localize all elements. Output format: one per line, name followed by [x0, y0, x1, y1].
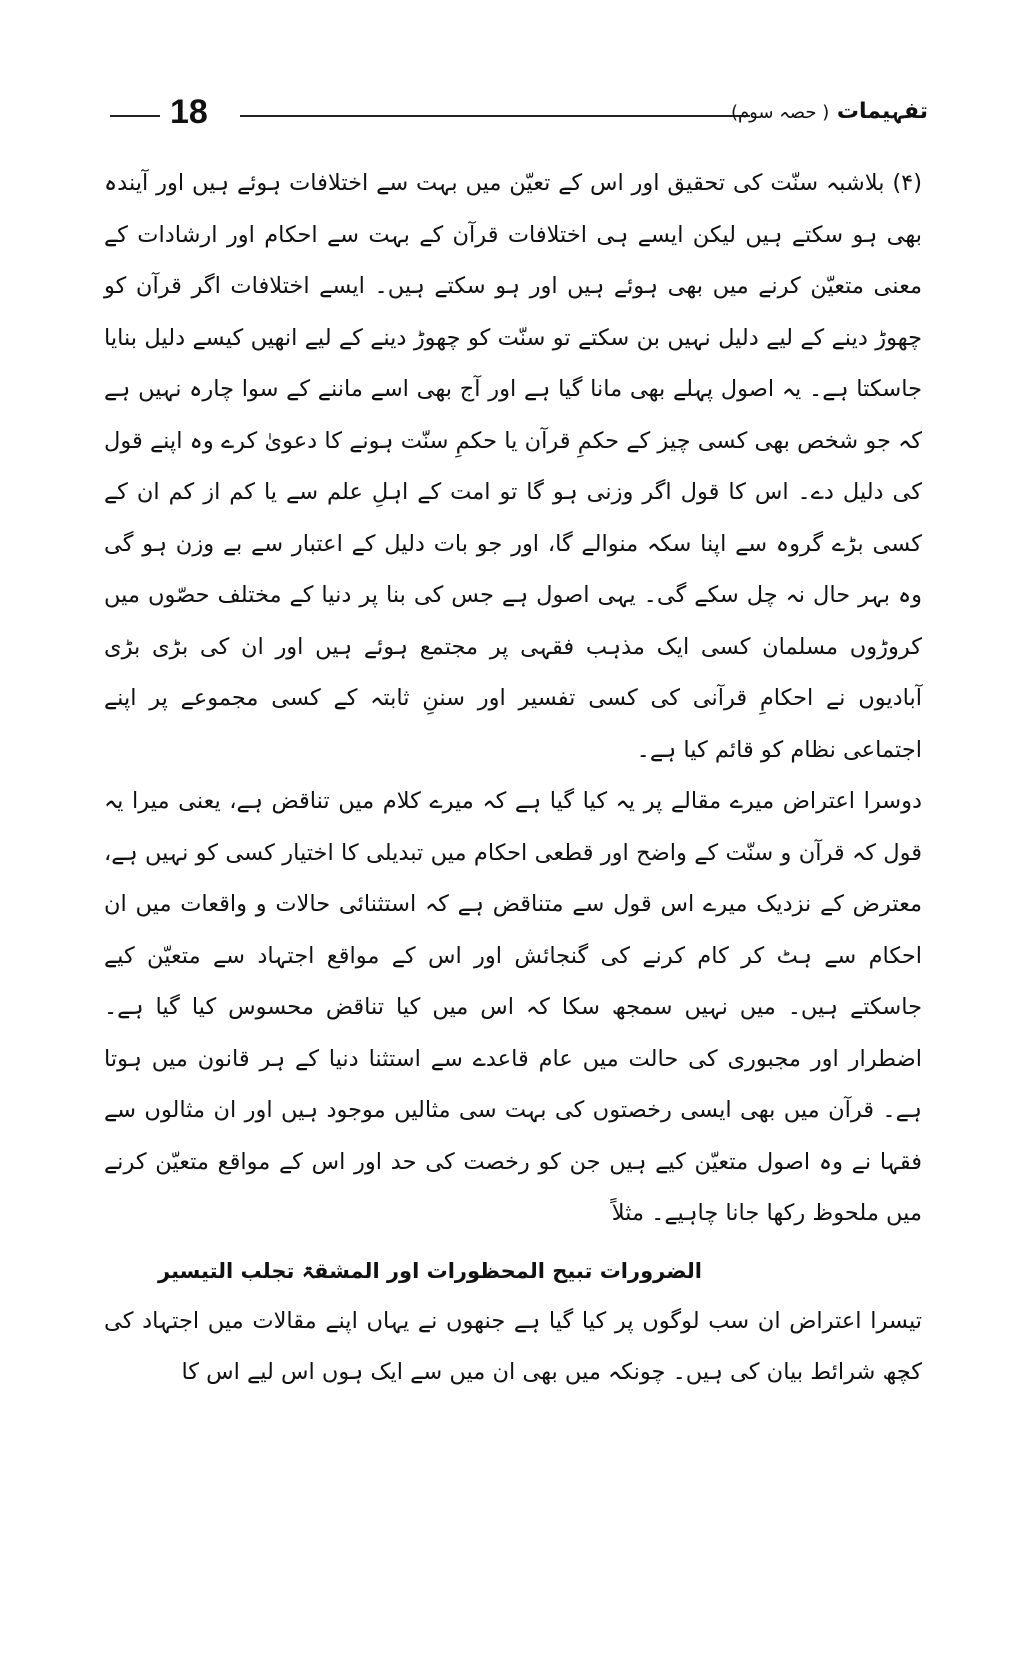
running-title-subtitle: ( حصہ سوم) [730, 102, 830, 123]
page-number: 18 [170, 93, 208, 131]
paragraph-1 [104, 158, 922, 776]
paragraph-1-text: بلاشبہ سنّت کی تحقیق اور اس کے تعیّن میں بہت سے اختلافات ہوئے ہیں اور آیندہ بھی ہو سکتے ہیں لیکن ایسے ہی اختلافات قرآن کے بہت سے احکام اور ارشادات کے معنی متعیّن کرنے میں بھی ہوئے ہیں اور ہو سکتے ہیں۔ ایسے اختلافات اگر قرآن کو چھوڑ دینے کے لیے دلیل نہیں بن سکتے تو سنّت کو چھوڑ دینے کے لیے انھیں کیسے دلیل بنایا جاسکتا ہے۔ یہ اصول پہلے بھی مانا گیا ہے اور آج بھی اسے ماننے کے سوا چارہ نہیں ہے کہ جو شخص بھی کسی چیز کے حکمِ قرآن یا حکمِ سنّت ہونے کا دعویٰ کرے وہ اپنے قول کی دلیل دے۔ اس کا قول اگر وزنی ہو گا تو امت کے اہلِ علم سے یا کم از کم ان کے کسی بڑے گروہ سے اپنا سکہ منوالے گا، اور جو بات دلیل کے اعتبار سے بے وزن ہو گی وہ بہر حال نہ چل سکے گی۔ یہی اصول ہے جس کی بنا پر دنیا کے مختلف حصّوں میں کروڑوں مسلمان کسی ایک مذہب فقہی پر مجتمع ہوئے ہیں اور ان کی بڑی بڑی آبادیوں نے احکامِ قرآنی کی کسی تفسیر اور سننِ ثابتہ کے کسی مجموعے پر اپنے اجتماعی نظام کو قائم کیا ہے۔ [104, 170, 922, 763]
header-rule-left [110, 115, 160, 117]
header-rule-middle [240, 115, 750, 117]
paragraph-2: دوسرا اعتراض میرے مقالے پر یہ کیا گیا ہے کہ میرے کلام میں تناقض ہے، یعنی میرا یہ قول کہ قرآن و سنّت کے واضح اور قطعی احکام میں تبدیلی کا اختیار کسی کو نہیں ہے، معترض کے نزدیک میرے اس قول سے متناقض ہے کہ استثنائی حالات و واقعات میں ان احکام سے ہٹ کر کام کرنے کی گنجائش اور اس کے مواقع اجتہاد سے متعیّن کیے جاسکتے ہیں۔ میں نہیں سمجھ سکا کہ اس میں کیا تناقض محسوس کیا گیا ہے۔ اضطرار اور مجبوری کی حالت میں عام قاعدے سے استثنا دنیا کے ہر قانون میں ہوتا ہے۔ قرآن میں بھی ایسی رخصتوں کی بہت سی مثالیں موجود ہیں اور ان مثالوں سے فقہا نے وہ اصول متعیّن کیے ہیں جن کو رخصت کی حد اور اس کے مواقع متعیّن کرنے میں ملحوظ رکھا جانا چاہیے۔ مثلاً [104, 788, 922, 1226]
page-header [100, 82, 928, 142]
arabic-maxim-heading: الضرورات تبیح المحظورات اور المشقۃ تجلب التیسیر [158, 1258, 702, 1283]
running-title [731, 90, 928, 135]
running-title-main: تفہیمات [836, 99, 928, 124]
paragraph-1-marker: (۴) [892, 170, 922, 196]
body-text [104, 158, 922, 1399]
paragraph-3: تیسرا اعتراض ان سب لوگوں پر کیا گیا ہے جنھوں نے یہاں اپنے مقالات میں اجتہاد کی کچھ شرائط بیان کی ہیں۔ چونکہ میں بھی ان میں سے ایک ہوں اس لیے اس کا [104, 1307, 922, 1385]
